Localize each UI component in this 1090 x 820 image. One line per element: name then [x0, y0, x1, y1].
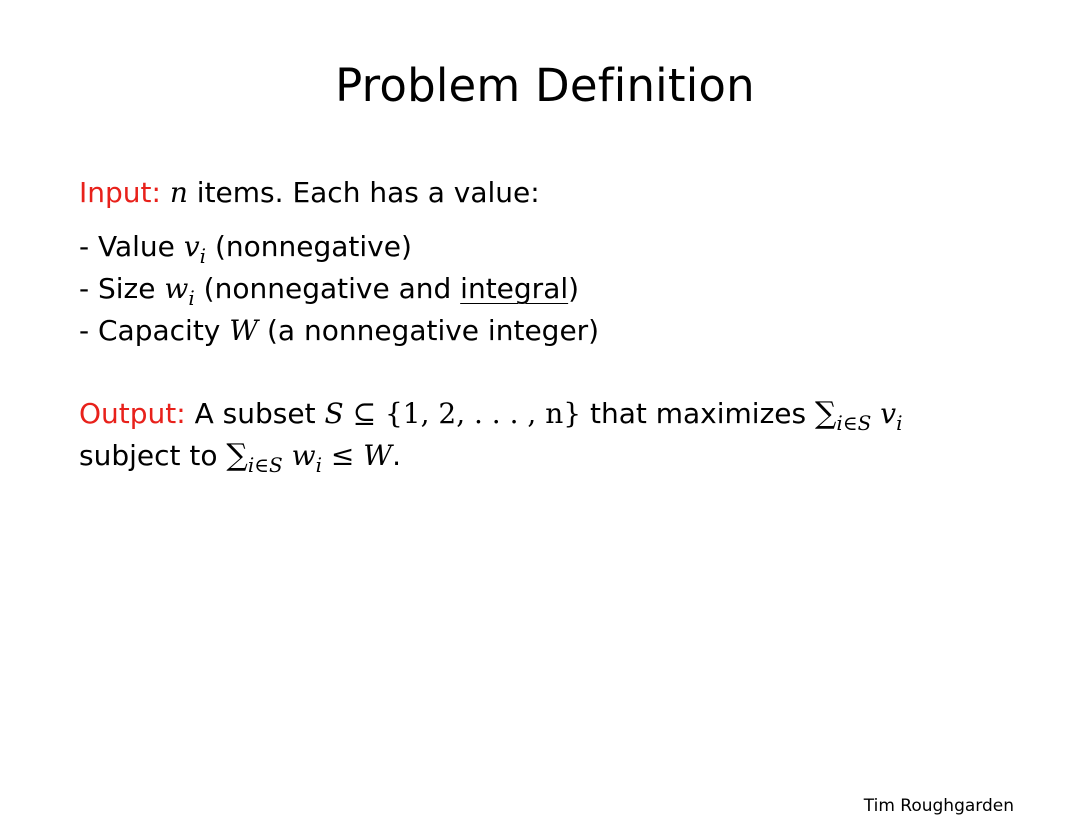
author-footer: Tim Roughgarden	[863, 796, 1014, 816]
list-item-capacity	[79, 310, 599, 352]
list-item-value	[79, 226, 599, 268]
slide-title: Problem Definition	[335, 59, 755, 112]
sum-symbol: ∑	[815, 396, 837, 431]
value-suffix: (nonnegative)	[214, 230, 412, 263]
input-text: items. Each has a value:	[196, 176, 540, 209]
list-item-size	[79, 268, 599, 310]
sum2-subscript: i∈S	[247, 453, 283, 477]
size-suffix-open: (nonnegative and	[203, 272, 452, 305]
value-prefix: - Value	[79, 230, 175, 263]
period: .	[392, 439, 401, 472]
input-statement	[79, 172, 540, 214]
var-W-capacity: W	[363, 439, 393, 472]
item-properties-list	[79, 226, 599, 352]
var-n: n	[169, 176, 188, 209]
var-v-sub: i	[199, 244, 207, 268]
leq-symbol: ≤	[330, 439, 355, 472]
input-label: Input:	[79, 176, 161, 209]
sum2-var-w: w	[291, 439, 316, 472]
output-line-2	[79, 435, 902, 477]
sum2-var-w-sub: i	[315, 453, 323, 477]
output-text-b: that maximizes	[589, 397, 807, 430]
output-line-1	[79, 393, 902, 435]
subject-to-text: subject to	[79, 439, 218, 472]
output-label: Output:	[79, 397, 186, 430]
set-1-to-n: {1, 2, . . . , n}	[384, 397, 582, 430]
output-statement	[79, 393, 902, 477]
capacity-suffix: (a nonnegative integer)	[266, 314, 600, 347]
var-w: w	[164, 272, 189, 305]
size-suffix-close: )	[568, 272, 580, 305]
var-W: W	[229, 314, 259, 347]
sum-var-v-sub: i	[896, 411, 903, 435]
sum-var-v: v	[880, 397, 897, 430]
var-v: v	[183, 230, 200, 263]
sum2-symbol: ∑	[226, 438, 248, 473]
var-w-sub: i	[188, 286, 195, 310]
var-S: S	[324, 397, 344, 430]
capacity-prefix: - Capacity	[79, 314, 221, 347]
size-prefix: - Size	[79, 272, 156, 305]
sum-subscript: i∈S	[836, 411, 872, 435]
integral-underlined: integral	[460, 272, 569, 305]
output-text-a: A subset	[194, 397, 316, 430]
subseteq-symbol: ⊆	[352, 397, 377, 430]
